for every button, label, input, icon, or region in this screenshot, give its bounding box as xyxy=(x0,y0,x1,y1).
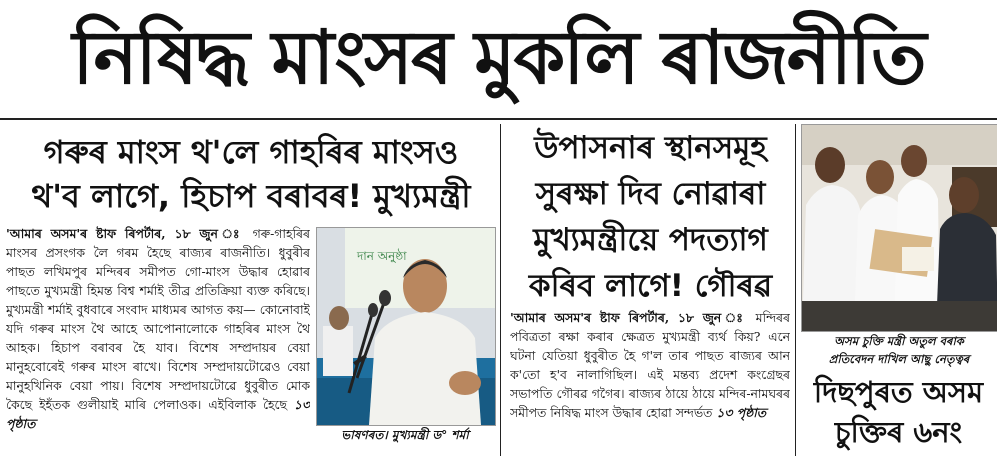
left-story-title-line2: থ'ব লাগে, হিচাপ বৰাবৰ! মুখ্যমন্ত্ৰী xyxy=(31,177,471,215)
chief-minister-photo-art xyxy=(317,228,495,425)
left-story-text: গৰু-গাহৰিৰ মাংসৰ প্ৰসংগক লৈ গৰম হৈছে ৰাজ্যৰ ৰাজনীতি। ধুবুৰীৰ পাছত লখিমপুৰ মন্দিৰৰ সমীপত গো-মাংস উদ্ধাৰ হোৱাৰ পাছতে মুখ্যমন্ত্ৰী হিমন্ত বিশ্ব শৰ্মাই তীব্ৰ প্ৰতিক্ৰিয়া ব্যক্ত কৰিছে। মুখ্যমন্ত্ৰী শৰ্মাই বুধবাৰে সংবাদ মাধ্যমৰ আগত কয়— কোনোবাই যদি গৰুৰ মাংস থৈ আহে আপোনালোকে গাহৰিৰ মাংস থৈ আহক। হিচাপ বৰাবৰ হৈ যাব। বিশেষ সম্প্ৰদায়ৰ বেয়া মানুহবোৰেই গৰুৰ মাংস ৰাখে। বিশেষ সম্প্ৰদায়টোৱেও বেয়া মানুহখিনিক বেয়া পায়। বিশেষ সম্প্ৰদায়টোৱে ধুবুৰীত মোক কৈছে ইহঁতক গুলীয়াই মাৰি পেলাওক। এইবিলাক হৈছে xyxy=(6,226,310,412)
middle-story-body xyxy=(510,308,790,452)
right-story-title-line2: চুক্তিৰ ৬নং xyxy=(834,415,963,449)
middle-story-title-line1: উপাসনাৰ স্থানসমূহ xyxy=(534,130,767,166)
column-divider-1 xyxy=(500,124,501,456)
middle-story-pageref[interactable]: ১৩ পৃষ্ঠাত xyxy=(716,405,767,420)
main-headline: নিষিদ্ধ মাংসৰ মুকলি ৰাজনীতি xyxy=(72,15,925,101)
middle-story-byline: 'আমাৰ অসম'ৰ ষ্টাফ ৰিপৰ্টাৰ, ১৮ জুন ঃ xyxy=(510,310,748,325)
column-divider-2 xyxy=(795,124,796,456)
assam-accord-caption-line1: অসম চুক্তি মন্ত্ৰী অতুল বৰাক xyxy=(834,334,964,348)
headline-rule xyxy=(0,118,997,120)
assam-accord-photo xyxy=(801,124,997,332)
chief-minister-photo-caption: ভাষণৰত। মুখ্যমন্ত্ৰী ড° শৰ্মা xyxy=(341,428,469,442)
left-story-title-line1: গৰুৰ মাংস থ'লে গাহৰিৰ মাংসও xyxy=(43,133,459,171)
photo-banner-text: দান অনুষ্ঠা xyxy=(357,249,407,263)
assam-accord-photo-caption xyxy=(801,332,997,368)
left-story-byline: 'আমাৰ অসম'ৰ ষ্টাফ ৰিপৰ্টাৰ, ১৮ জুন ঃ xyxy=(6,226,245,241)
middle-story-title-line3: মুখ্যমন্ত্ৰীয়ে পদত্যাগ xyxy=(533,222,768,258)
assam-accord-photo-art xyxy=(802,125,997,331)
right-story-title[interactable] xyxy=(800,372,997,452)
left-story-body xyxy=(6,224,310,450)
middle-story-title-line2: সুৰক্ষা দিব নোৱাৰা xyxy=(535,176,766,212)
assam-accord-caption-line2: প্ৰতিবেদন দাখিল আছু নেতৃত্বৰ xyxy=(828,352,970,366)
chief-minister-photo xyxy=(316,227,496,426)
middle-story-title[interactable] xyxy=(508,125,793,309)
right-story-title-line1: দিছপুৰত অসম xyxy=(813,375,984,409)
middle-story-text: মন্দিৰৰ পবিত্ৰতা ৰক্ষা কৰাৰ ক্ষেত্ৰত মুখ্যমন্ত্ৰী ব্যৰ্থ কিয়? এনে ঘটনা যেতিয়া ধুবুৰীত হৈ গ'ল তাৰ পাছত ৰাজ্যৰ আন ক'তো হ'ব নালাগিছিল। এই মন্তব্য প্ৰদেশ কংগ্ৰেছৰ সভাপতি গৌৰৱ গগৈৰ। ৰাজ্যৰ ঠায়ে ঠায়ে মন্দিৰ-নামঘৰৰ সমীপত নিষিদ্ধ মাংস উদ্ধাৰ হোৱা সন্দৰ্ভত xyxy=(510,310,790,420)
middle-story-title-line4: কৰিব লাগে! গৌৰৱ xyxy=(528,268,773,304)
left-story-pageref[interactable]: ১৩ পৃষ্ঠাত xyxy=(6,397,310,431)
left-story-title[interactable] xyxy=(6,130,496,218)
